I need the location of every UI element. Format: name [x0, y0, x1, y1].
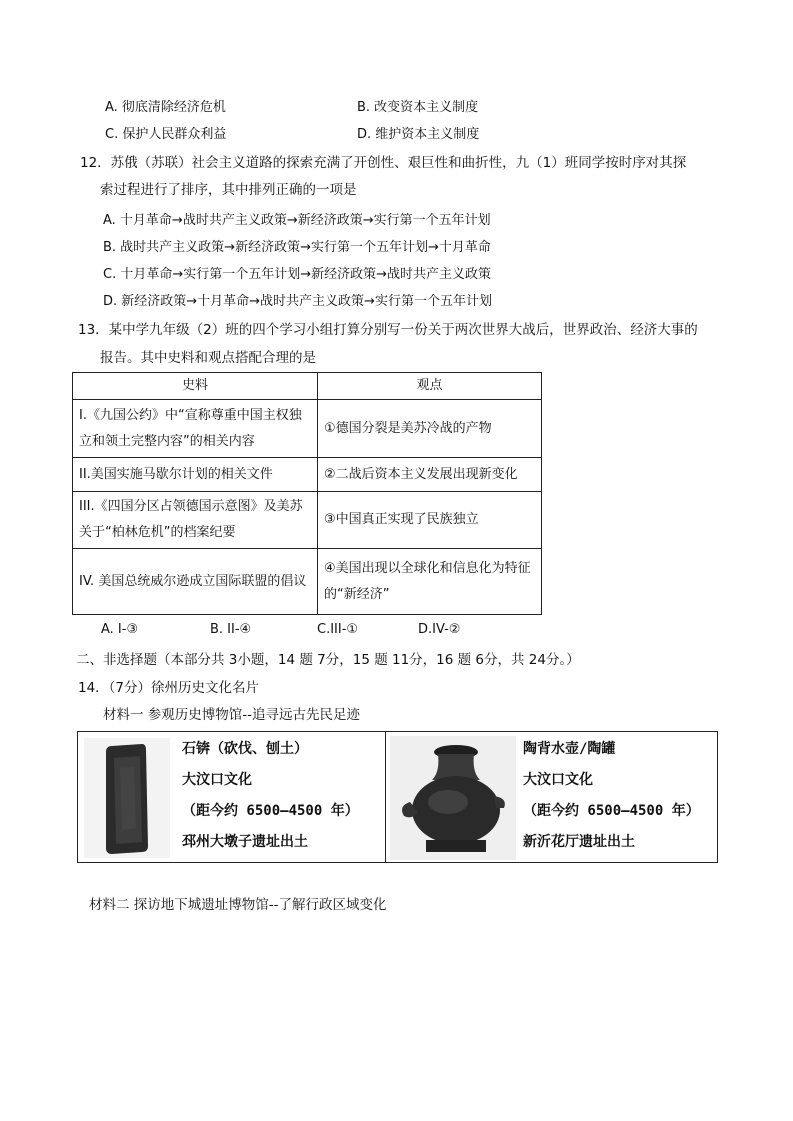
q14-title: 14．（7分）徐州历史文化名片: [78, 680, 260, 696]
q13-option-d: D.IV-②: [418, 622, 461, 637]
q13-row3-view: ③中国真正实现了民族独立: [318, 492, 542, 549]
q12-option-d: D. 新经济政策→十月革命→战时共产主义政策→实行第一个五年计划: [103, 294, 492, 309]
q14-material-1: 材料一 参观历史博物馆--追寻远古先民足迹: [103, 707, 361, 723]
q13-option-a: A. I-③: [101, 622, 139, 637]
q11-option-c: C. 保护人民群众利益: [105, 127, 227, 142]
q13-row1-view: ①德国分裂是美苏冷战的产物: [318, 400, 542, 458]
table-row: [73, 492, 542, 549]
q13-header-right: 观点: [318, 373, 542, 400]
q13-table: [72, 372, 542, 615]
table-row: [73, 400, 542, 458]
artifact-right-site: 新沂花厅遗址出土: [523, 834, 635, 850]
artifact-right-name: 陶背水壶/陶罐: [523, 741, 616, 757]
q13-row2-source: II.美国实施马歇尔计划的相关文件: [73, 458, 318, 492]
table-row: [73, 458, 542, 492]
q13-stem-line2: 报告。其中史料和观点搭配合理的是: [100, 350, 316, 366]
q13-option-c: C.III-①: [317, 622, 359, 637]
q13-row4-source: IV. 美国总统威尔逊成立国际联盟的倡议: [73, 549, 318, 615]
q13-stem-line1: 13．某中学九年级（2）班的四个学习小组打算分别写一份关于两次世界大战后，世界政治、经济大事的: [78, 322, 698, 338]
artifact-right-date: （距今约 6500—4500 年）: [523, 803, 700, 819]
q11-option-b: B. 改变资本主义制度: [357, 100, 479, 115]
artifact-left-culture: 大汶口文化: [182, 772, 252, 788]
q14-artifact-panel: [77, 731, 718, 863]
q12-stem-line2: 索过程进行了排序，其中排列正确的一项是: [100, 182, 357, 198]
q11-option-a: A. 彻底清除经济危机: [105, 100, 226, 115]
q12-option-c: C. 十月革命→实行第一个五年计划→新经济政策→战时共产主义政策: [103, 267, 492, 282]
section-2-heading: 二、非选择题（本部分共 3小题，14 题 7分，15 题 11分，16 题 6分，共 24分。）: [76, 652, 580, 668]
q13-row1-source: I.《九国公约》中“宣称尊重中国主权独立和领土完整内容”的相关内容: [73, 400, 318, 458]
q12-stem-line1: 12．苏俄（苏联）社会主义道路的探索充满了开创性、艰巨性和曲折性，九（1）班同学按时序对其探: [80, 155, 687, 171]
q13-table-header: [73, 373, 542, 400]
artifact-left-date: （距今约 6500—4500 年）: [182, 803, 359, 819]
q13-row4-view: ④美国出现以全球化和信息化为特征的“新经济”: [318, 549, 542, 615]
table-row: [73, 549, 542, 615]
panel-divider: [385, 732, 386, 862]
q14-material-2: 材料二 探访地下城遗址博物馆--了解行政区域变化: [89, 897, 387, 913]
q12-option-a: A. 十月革命→战时共产主义政策→新经济政策→实行第一个五年计划: [103, 213, 491, 228]
pottery-jar-photo: [390, 736, 516, 860]
q13-option-b: B. II-④: [210, 622, 252, 637]
q11-option-d: D. 维护资本主义制度: [357, 127, 480, 142]
q13-row3-source: III.《四国分区占领德国示意图》及美苏关于“柏林危机”的档案纪要: [73, 492, 318, 549]
artifact-left-site: 邳州大墩子遗址出土: [182, 834, 308, 850]
stone-adze-photo: [84, 738, 170, 858]
artifact-right-culture: 大汶口文化: [523, 772, 593, 788]
artifact-left-name: 石锛（砍伐、刨土）: [182, 741, 308, 757]
q12-option-b: B. 战时共产主义政策→新经济政策→实行第一个五年计划→十月革命: [103, 240, 491, 255]
q13-header-left: 史料: [73, 373, 318, 400]
q13-row2-view: ②二战后资本主义发展出现新变化: [318, 458, 542, 492]
